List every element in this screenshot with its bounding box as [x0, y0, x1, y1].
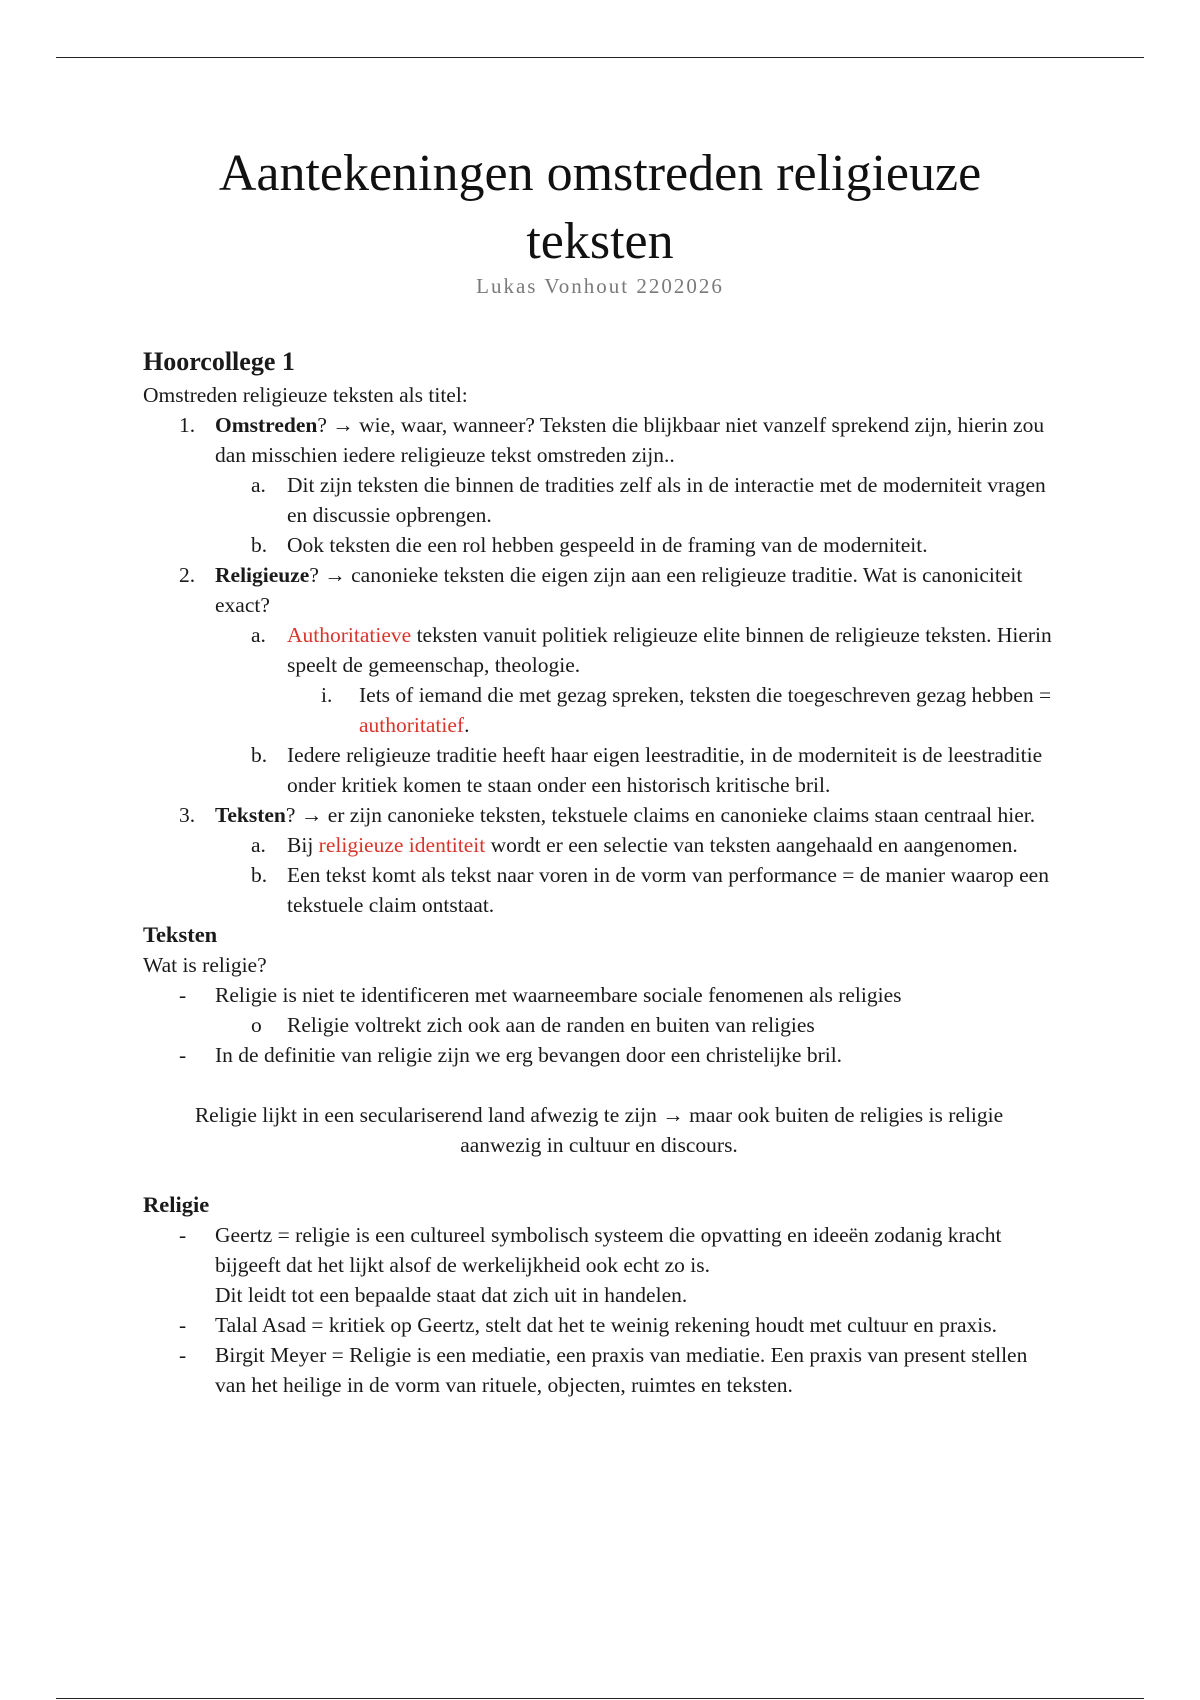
list-marker: a. [251, 833, 266, 857]
subitem-text: Iedere religieuze traditie heeft haar eigen leestraditie, in de moderniteit is de leestraditie onder kritiek komen te staan onder een historisch kritische bril. [287, 743, 1043, 797]
document-title [0, 140, 1200, 276]
highlight-term: Authoritatieve [287, 623, 412, 647]
list-item-1 [143, 410, 1063, 470]
bullet-continuation: Dit leidt tot een bepaalde staat dat zich uit in handelen. [215, 1283, 688, 1307]
heading-teksten: Teksten [143, 922, 218, 947]
bullet-text: Religie is niet te identificeren met waarneembare sociale fenomenen als religies [215, 983, 902, 1007]
list-item-3 [143, 800, 1063, 830]
dash-marker: - [179, 1043, 187, 1067]
list-subitem [143, 740, 1063, 800]
top-rule [56, 57, 1144, 58]
subitem-text: Dit zijn teksten die binnen de tradities zelf als in de interactie met de moderniteit vragen en discussie opbrengen. [287, 473, 1046, 527]
list-marker: b. [251, 743, 268, 767]
dash-marker: - [179, 983, 187, 1007]
item-term: Teksten [215, 803, 286, 827]
centered-statement-line-2: aanwezig in cultuur en discours. [460, 1133, 738, 1157]
item-text: ? → er zijn canonieke teksten, tekstuele claims en canonieke claims staan centraal hier. [285, 803, 1036, 827]
bullet-item [143, 1220, 1063, 1280]
title-line-1: Aantekeningen omstreden religieuze [218, 145, 982, 202]
list-subsubitem [143, 680, 1063, 740]
highlight-term: religieuze identiteit [318, 833, 486, 857]
subitem-text: Een tekst komt als tekst naar voren in de vorm van performance = de manier waarop een tekstuele claim ontstaat. [287, 863, 1049, 917]
list-marker: a. [251, 623, 266, 647]
bullet-item [143, 1040, 1063, 1070]
bullet-text: In de definitie van religie zijn we erg bevangen door een christelijke bril. [215, 1043, 843, 1067]
bullet-item [143, 1340, 1063, 1400]
item-text: ? → wie, waar, wanneer? Teksten die blijkbaar niet vanzelf sprekend zijn, hierin zou dan misschien iedere religieuze tekst omstreden zijn.. [215, 413, 1045, 467]
heading-religie: Religie [143, 1192, 210, 1217]
author-line: Lukas Vonhout 2202026 [476, 274, 724, 298]
list-subitem [143, 470, 1063, 530]
list-subitem [143, 860, 1063, 920]
list-subitem [143, 620, 1063, 680]
list-marker: 3. [179, 803, 196, 827]
subitem-text: wordt er een selectie van teksten aangehaald en aangenomen. [485, 833, 1018, 857]
list-marker: 1. [179, 413, 196, 437]
subitem-text: Bij [287, 833, 319, 857]
item-text: ? → canonieke teksten die eigen zijn aan een religieuze traditie. Wat is canoniciteit exact? [215, 563, 1023, 617]
list-subitem [143, 530, 1063, 560]
subitem-text: Ook teksten die een rol hebben gespeeld in de framing van de moderniteit. [287, 533, 928, 557]
bullet-item [143, 980, 1063, 1010]
list-item-2 [143, 560, 1063, 620]
intro-line: Omstreden religieuze teksten als titel: [143, 383, 468, 407]
bullet-text: Religie voltrekt zich ook aan de randen en buiten van religies [287, 1013, 815, 1037]
bullet-text: Geertz = religie is een cultureel symbolisch systeem die opvatting en ideeën zodanig kracht bijgeeft dat het lijkt alsof de werkelijkheid ook echt zo is. [215, 1223, 1002, 1277]
list-marker: i. [321, 683, 333, 707]
bullet-subitem [143, 1010, 1063, 1040]
list-marker: 2. [179, 563, 196, 587]
item-term: Religieuze [215, 563, 310, 587]
dash-marker: - [179, 1313, 187, 1337]
circle-marker: o [251, 1013, 262, 1037]
bullet-item [143, 1310, 1063, 1340]
list-marker: b. [251, 863, 268, 887]
bottom-rule [56, 1698, 1144, 1699]
question-line: Wat is religie? [143, 953, 267, 977]
subsubitem-text: Iets of iemand die met gezag spreken, teksten die toegeschreven gezag hebben = [359, 683, 1052, 707]
bullet-text: Birgit Meyer = Religie is een mediatie, een praxis van mediatie. Een praxis van present stellen van het heilige in de vorm van rituele, objecten, ruimtes en teksten. [215, 1343, 1028, 1397]
list-marker: a. [251, 473, 266, 497]
item-term: Omstreden [215, 413, 318, 437]
document-body [143, 344, 1063, 1400]
heading-hoorcollege: Hoorcollege 1 [143, 347, 295, 376]
centered-statement-line-1: Religie lijkt in een seculariserend land afwezig te zijn → maar ook buiten de religies is religie [194, 1103, 1004, 1127]
list-marker: b. [251, 533, 268, 557]
list-subitem [143, 830, 1063, 860]
bullet-text: Talal Asad = kritiek op Geertz, stelt dat het te weinig rekening houdt met cultuur en praxis. [215, 1313, 998, 1337]
punctuation: . [464, 713, 470, 737]
dash-marker: - [179, 1223, 187, 1247]
subitem-text: teksten vanuit politiek religieuze elite binnen de religieuze teksten. Hierin speelt de gemeenschap, theologie. [287, 623, 1052, 677]
dash-marker: - [179, 1343, 187, 1367]
title-line-2: teksten [526, 213, 674, 270]
highlight-term: authoritatief [359, 713, 465, 737]
